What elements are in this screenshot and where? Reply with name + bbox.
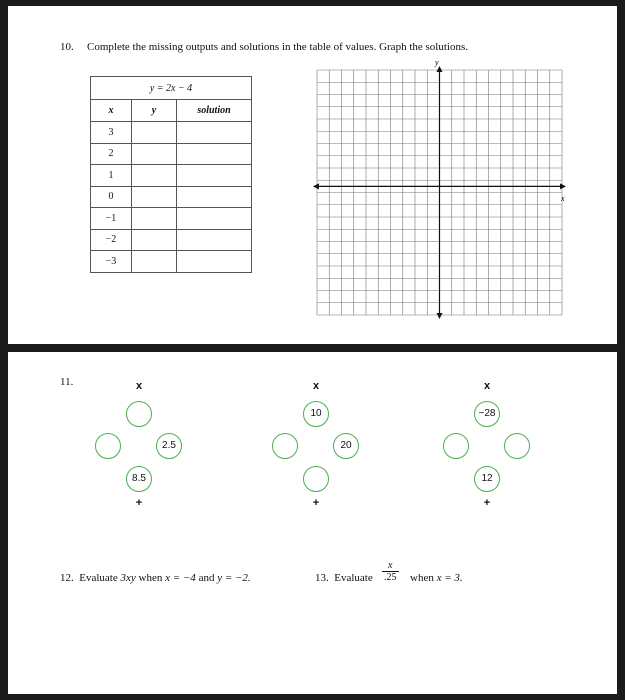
sum-circle[interactable] xyxy=(303,466,329,492)
question-12-expression: 3xy xyxy=(120,572,136,584)
header-x: x xyxy=(91,100,132,122)
question-12-when: when xyxy=(138,572,163,584)
solution-cell[interactable] xyxy=(177,122,252,144)
right-factor-circle[interactable]: 2.5 xyxy=(156,433,182,459)
question-10-number: 10. xyxy=(60,41,74,53)
x-cell: 0 xyxy=(91,186,132,208)
y-cell[interactable] xyxy=(132,229,177,251)
header-solution: solution xyxy=(177,100,252,122)
solution-cell[interactable] xyxy=(177,143,252,165)
table-row xyxy=(91,186,252,208)
product-circle[interactable]: −28 xyxy=(474,401,500,427)
table-row xyxy=(91,229,252,251)
add-symbol: + xyxy=(312,497,320,509)
solution-cell[interactable] xyxy=(177,165,252,187)
question-12-condition-x: x = −4 xyxy=(165,572,196,584)
table-row xyxy=(91,122,252,144)
question-13-condition-x: x = 3. xyxy=(436,572,463,584)
x-axis-arrow-right xyxy=(560,183,566,189)
product-circle[interactable] xyxy=(126,401,152,427)
question-13-fraction xyxy=(382,560,399,583)
coordinate-grid[interactable] xyxy=(303,56,573,321)
multiply-symbol: x xyxy=(135,380,143,392)
question-12-condition-y: y = −2. xyxy=(217,572,251,584)
y-cell[interactable] xyxy=(132,165,177,187)
question-10-instruction: Complete the missing outputs and solutions in the table of values. Graph the solutions. xyxy=(87,41,468,53)
fraction-denominator: .25 xyxy=(384,572,397,583)
question-13-evaluate: Evaluate xyxy=(334,572,373,584)
x-cell: 3 xyxy=(91,122,132,144)
worksheet-panel-top xyxy=(8,6,617,344)
question-13-condition xyxy=(410,572,463,584)
question-13-number: 13. xyxy=(315,572,329,584)
x-axis-label: x xyxy=(561,194,565,203)
multiply-symbol: x xyxy=(312,380,320,392)
left-factor-circle[interactable] xyxy=(95,433,121,459)
table-row xyxy=(91,208,252,230)
worksheet-panel-bottom xyxy=(8,352,617,694)
table-row xyxy=(91,165,252,187)
left-factor-circle[interactable] xyxy=(443,433,469,459)
question-12 xyxy=(60,572,251,584)
x-cell: 1 xyxy=(91,165,132,187)
solution-cell[interactable] xyxy=(177,186,252,208)
right-factor-circle[interactable]: 20 xyxy=(333,433,359,459)
question-12-and: and xyxy=(198,572,215,584)
fraction-numerator: x xyxy=(382,560,399,572)
y-cell[interactable] xyxy=(132,251,177,273)
sum-circle[interactable]: 8.5 xyxy=(126,466,152,492)
sum-circle[interactable]: 12 xyxy=(474,466,500,492)
multiply-symbol: x xyxy=(483,380,491,392)
y-cell[interactable] xyxy=(132,186,177,208)
solution-cell[interactable] xyxy=(177,229,252,251)
add-symbol: + xyxy=(135,497,143,509)
solution-cell[interactable] xyxy=(177,251,252,273)
solution-cell[interactable] xyxy=(177,208,252,230)
question-13-when: when xyxy=(410,572,434,584)
table-row xyxy=(91,143,252,165)
table-equation: y = 2x − 4 xyxy=(91,77,252,100)
x-cell: −1 xyxy=(91,208,132,230)
y-cell[interactable] xyxy=(132,122,177,144)
y-axis-arrow-bottom xyxy=(437,313,443,319)
product-circle[interactable]: 10 xyxy=(303,401,329,427)
left-factor-circle[interactable] xyxy=(272,433,298,459)
y-axis-label: y xyxy=(435,58,439,67)
table-row xyxy=(91,251,252,273)
question-12-number: 12. xyxy=(60,572,74,584)
x-cell: −3 xyxy=(91,251,132,273)
question-12-evaluate: Evaluate xyxy=(79,572,118,584)
right-factor-circle[interactable] xyxy=(504,433,530,459)
x-cell: −2 xyxy=(91,229,132,251)
x-cell: 2 xyxy=(91,143,132,165)
question-13 xyxy=(315,572,373,584)
add-symbol: + xyxy=(483,497,491,509)
header-y: y xyxy=(132,100,177,122)
table-of-values xyxy=(90,76,252,273)
y-cell[interactable] xyxy=(132,143,177,165)
x-axis-arrow-left xyxy=(313,183,319,189)
y-cell[interactable] xyxy=(132,208,177,230)
question-11-number: 11. xyxy=(60,376,74,388)
